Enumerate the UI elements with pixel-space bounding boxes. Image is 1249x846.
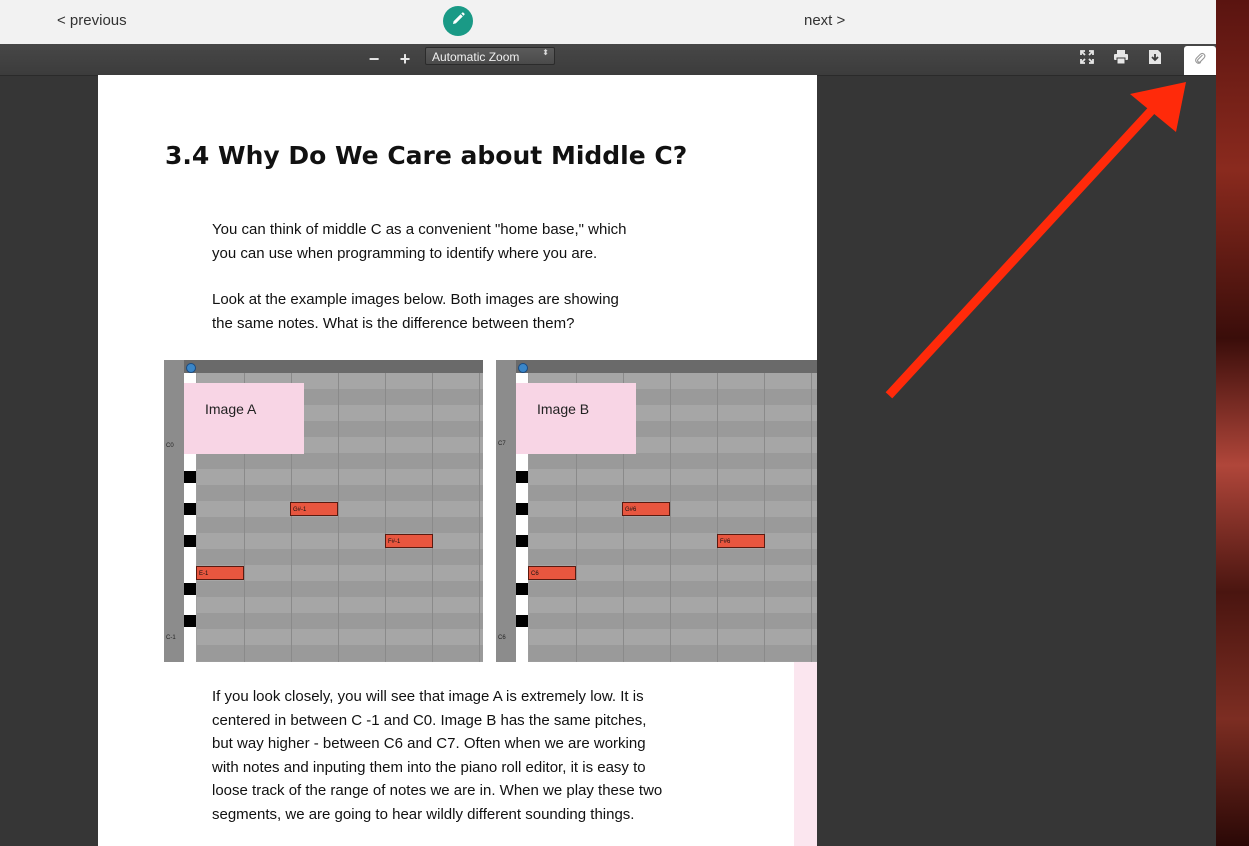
paragraph-explanation [212, 685, 662, 826]
background-image-edge [1216, 0, 1249, 846]
grid-lane [529, 533, 817, 549]
note-block: F#6 [717, 534, 765, 548]
grid-lane [529, 613, 817, 629]
roll-header-bar [184, 360, 483, 373]
octave-label-bottom: C-1 [166, 635, 176, 641]
text-line: but way higher - between C6 and C7. Often when we are working [212, 735, 646, 752]
grid-lane [529, 597, 817, 613]
grid-lane [197, 581, 483, 597]
grid-lane [197, 613, 483, 629]
black-key [184, 615, 196, 627]
beat-line [670, 373, 671, 662]
beat-line [385, 373, 386, 662]
black-key [184, 471, 196, 483]
grid-lane [529, 645, 817, 661]
zoom-select[interactable] [425, 47, 555, 65]
section-heading: 3.4 Why Do We Care about Middle C? [165, 141, 688, 170]
text-line: centered in between C -1 and C0. Image B has the same pitches, [212, 711, 647, 729]
download-icon [1147, 49, 1163, 70]
octave-gutter [496, 360, 516, 662]
pdf-page [98, 75, 817, 846]
piano-roll-image-b [496, 360, 817, 662]
grid-lane [529, 517, 817, 533]
text-line: segments, we are going to hear wildly different sounding things. [212, 805, 635, 823]
black-key [516, 471, 528, 483]
note-block: C6 [528, 566, 576, 580]
text-line: with notes and inputing them into the piano roll editor, it is easy to [212, 758, 646, 776]
octave-gutter [164, 360, 184, 662]
fullscreen-button[interactable] [1076, 48, 1098, 70]
grid-lane [529, 629, 817, 645]
black-key [184, 583, 196, 595]
black-key [516, 503, 528, 515]
text-line: loose track of the range of notes we are in. When we play these two [212, 782, 663, 799]
grid-lane [529, 453, 817, 469]
black-key [516, 583, 528, 595]
previous-link[interactable]: < previous [57, 12, 127, 29]
select-arrows-icon: ⬍ [542, 48, 549, 57]
next-link[interactable]: next > [804, 12, 846, 29]
image-label: Image A [184, 383, 304, 454]
image-label: Image B [516, 383, 636, 454]
top-navigation-bar [0, 0, 1216, 45]
edit-button[interactable] [443, 6, 473, 36]
grid-lane [529, 469, 817, 485]
grid-lane [529, 501, 817, 517]
paragraph-intro [212, 218, 627, 265]
roll-header-bar [516, 360, 817, 373]
grid-lane [197, 597, 483, 613]
grid-lane [529, 485, 817, 501]
grid-lane [197, 517, 483, 533]
paragraph-question [212, 288, 619, 335]
info-dot-icon [518, 363, 528, 373]
attachment-button[interactable] [1184, 46, 1216, 75]
grid-lane [529, 581, 817, 597]
download-button[interactable] [1144, 48, 1166, 70]
note-block: F#-1 [385, 534, 433, 548]
beat-line [717, 373, 718, 662]
fullscreen-icon [1079, 49, 1095, 70]
black-key [184, 535, 196, 547]
text-line: You can think of middle C as a convenient "home base," which [212, 221, 627, 238]
beat-line [764, 373, 765, 662]
black-key [516, 615, 528, 627]
paperclip-icon [1194, 51, 1206, 70]
printer-icon [1113, 49, 1129, 70]
pencil-icon [450, 11, 466, 32]
zoom-out-button[interactable]: − [368, 48, 380, 69]
zoom-select-value: Automatic Zoom [432, 50, 520, 64]
grid-lane [197, 501, 483, 517]
text-line: Look at the example images below. Both images are showing [212, 291, 619, 308]
text-line: the same notes. What is the difference between them? [212, 314, 575, 332]
beat-line [811, 373, 812, 662]
grid-lane [197, 533, 483, 549]
info-dot-icon [186, 363, 196, 373]
note-block: E-1 [196, 566, 244, 580]
note-block: G#-1 [290, 502, 338, 516]
grid-lane [197, 485, 483, 501]
octave-label-top: C0 [166, 443, 174, 449]
print-button[interactable] [1110, 48, 1132, 70]
note-block: G#6 [622, 502, 670, 516]
text-line: If you look closely, you will see that image A is extremely low. It is [212, 688, 644, 705]
piano-roll-image-a [164, 360, 483, 662]
black-key [516, 535, 528, 547]
grid-lane [197, 645, 483, 661]
beat-line [338, 373, 339, 662]
grid-lane [197, 629, 483, 645]
beat-line [479, 373, 480, 662]
octave-label-top: C7 [498, 441, 506, 447]
black-key [184, 503, 196, 515]
octave-label-bottom: C6 [498, 635, 506, 641]
grid-lane [197, 469, 483, 485]
grid-lane [529, 549, 817, 565]
zoom-in-button[interactable]: + [399, 48, 411, 69]
text-line: you can use when programming to identify where you are. [212, 244, 598, 262]
pdf-toolbar [0, 44, 1216, 76]
grid-lane [197, 453, 483, 469]
grid-lane [197, 549, 483, 565]
beat-line [432, 373, 433, 662]
